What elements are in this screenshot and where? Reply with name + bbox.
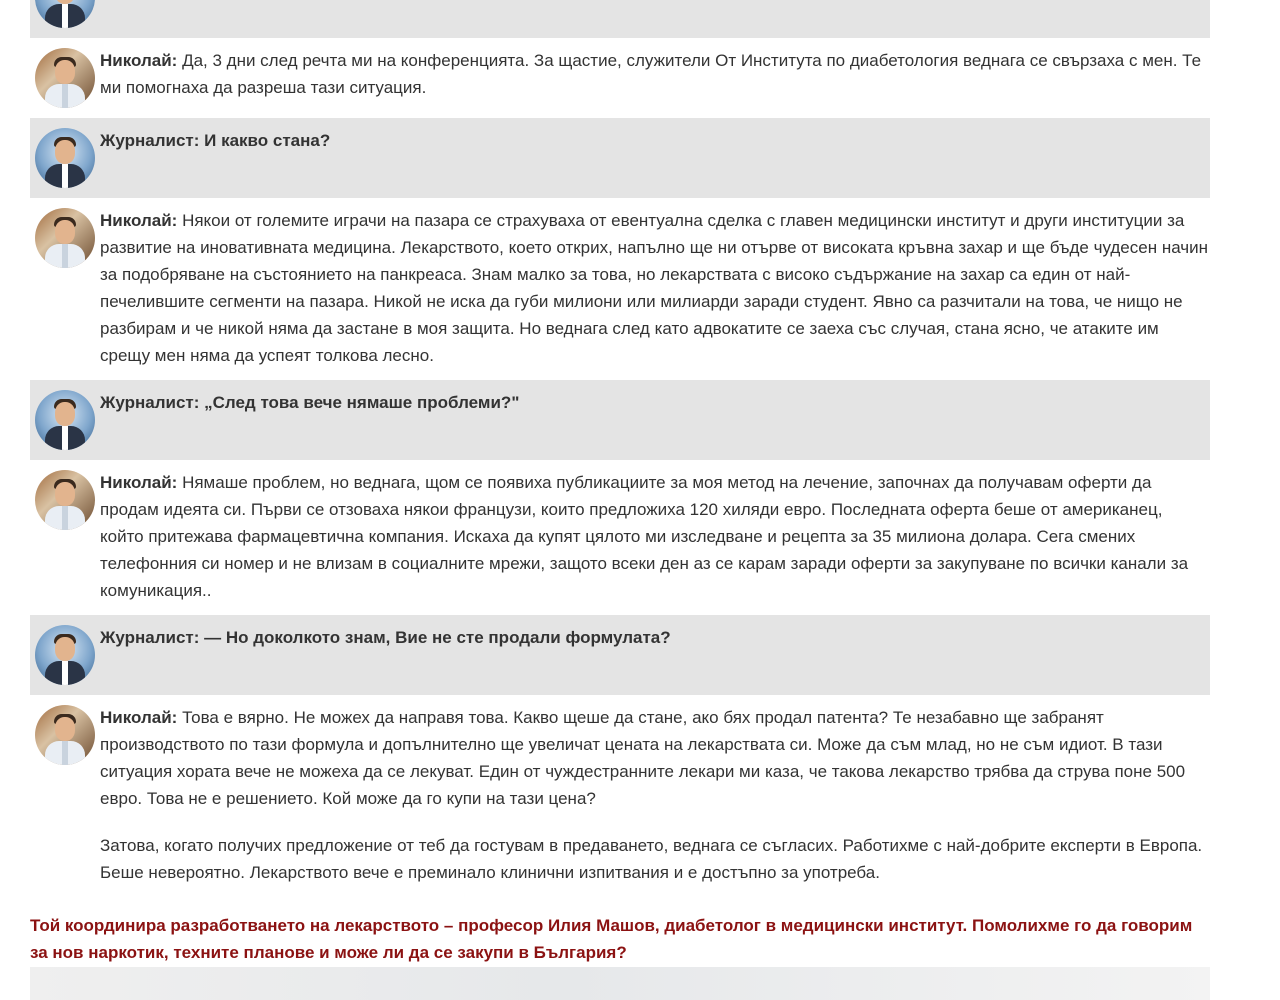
dialogue-block-nikolay (30, 38, 1210, 118)
speaker-name: Николай: (100, 211, 178, 230)
question-content: „След това вече нямаше проблеми?" (199, 393, 520, 412)
question-content: — Но доколкото знам, Вие не сте продали формулата? (199, 628, 671, 647)
dialogue-block-nikolay (30, 460, 1210, 615)
answer-continuation: Затова, когато получих предложение от теб да гостувам в предаването, веднага се съгласих. Работихме с най-добрите експерти в Европа. Беше невероятно. Лекарството вече е преминало клинични изпитвания и е достъпно за употреба. (100, 836, 1203, 882)
question-text (100, 624, 1210, 651)
dialogue-block-nikolay (30, 695, 1210, 895)
question-text (100, 127, 1210, 154)
speaker-name: Николай: (100, 51, 178, 70)
dialogue-block-nikolay (30, 198, 1210, 380)
answer-text (100, 207, 1210, 369)
answer-text (100, 47, 1210, 101)
answer-text (100, 469, 1210, 604)
question-text (100, 389, 1210, 416)
answer-content: Нямаше проблем, но веднага, щом се появиха публикациите за моя метод на лечение, започнах да получавам оферти да продам идеята си. Първи се отзоваха някои французи, които предложиха 120 хиляди евро. Последната оферта беше от американец, който притежава фармацевтична компания. Искаха да купят цялото ми изследване и рецепта за 35 милиона долара. Сега смених телефонния си номер и не влизам в социалните мрежи, защото всеки ден аз се карам заради оферти за закупуване по всички канали за комуникация.. (100, 473, 1189, 600)
answer-text (100, 704, 1210, 812)
journalist-avatar (35, 390, 95, 450)
speaker-name: Журналист: (100, 393, 200, 412)
nikolay-avatar (35, 470, 95, 530)
speaker-name: Николай: (100, 473, 178, 492)
answer-content: Да, 3 дни след речта ми на конференцията. За щастие, служители От Института по диабетология веднага се свързаха с мен. Те ми помогнаха да разреша тази ситуация. (100, 51, 1202, 97)
article-image (30, 967, 1210, 1000)
question-content: И какво стана? (199, 131, 331, 150)
nikolay-avatar (35, 705, 95, 765)
dialogue-block-journalist (30, 380, 1210, 460)
journalist-avatar (35, 128, 95, 188)
journalist-avatar (35, 0, 95, 28)
speaker-name: Николай: (100, 708, 178, 727)
nikolay-avatar (35, 48, 95, 108)
nikolay-avatar (35, 208, 95, 268)
speaker-name: Журналист: (100, 628, 200, 647)
speaker-name: Журналист: (100, 131, 200, 150)
answer-content: Това е вярно. Не можех да направя това. Какво щеше да стане, ако бях продал патента? Те незабавно ще забранят производството по тази формула и допълнително ще увеличат цената на лекарствата си. Може да съм млад, но не съм идиот. В тази ситуация хората вече не можеха да се лекуват. Един от чуждестранните лекари ми каза, че такова лекарство трябва да струва поне 500 евро. Това не е решението. Кой може да го купи на тази цена? (100, 708, 1186, 808)
dialogue-block-journalist (30, 118, 1210, 198)
journalist-avatar (35, 625, 95, 685)
answer-content: Някои от големите играчи на пазара се страхуваха от евентуална сделка с главен медицински институт и други институции за развитие на иновативната медицина. Лекарството, което открих, напълно ще ни отърве от високата кръвна захар и ще бъде чудесен начин за подобряване на състоянието на панкреаса. Знам малко за това, но лекарствата с високо съдържание на захар са един от най-печелившите сегменти на пазара. Никой не иска да губи милиони или милиарди заради студент. Явно са разчитали на това, че нищо не разбирам и че никой няма да застане в моя защита. Но веднага след като адвокатите се заеха със случая, стана ясно, че атаките им срещу мен няма да успеят толкова лесно. (100, 211, 1209, 365)
highlight-paragraph: Той координира разработването на лекарството – професор Илия Машов, диабетолог в медицински институт. Помолихме го да говорим за нов наркотик, техните планове и може ли да се закупи в България? (30, 916, 1193, 962)
dialogue-block-journalist (30, 615, 1210, 695)
dialogue-block-cropped (30, 0, 1210, 38)
